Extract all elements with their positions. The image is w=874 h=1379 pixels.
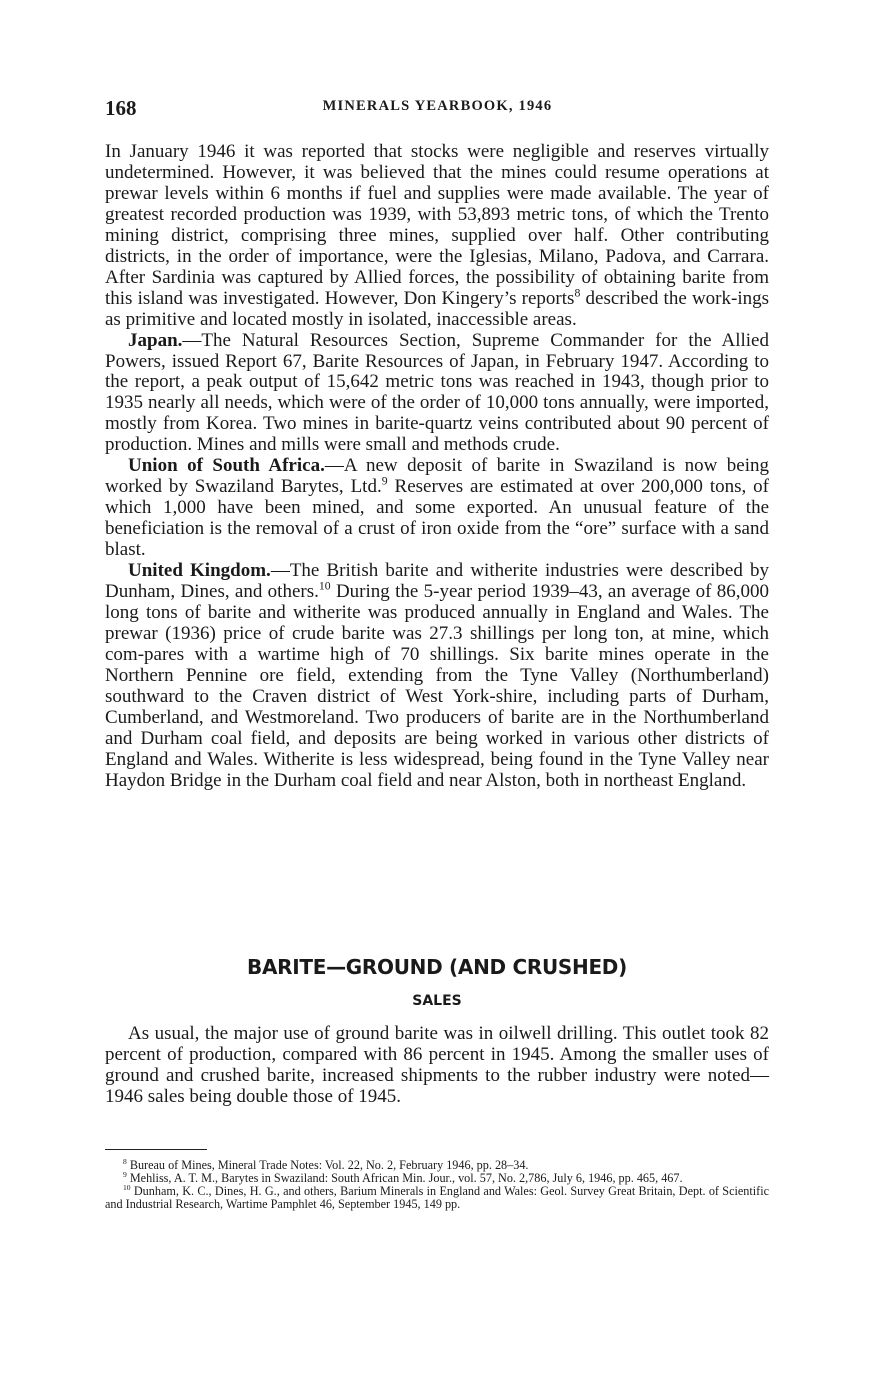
paragraph-text: —A new deposit of barite in Swaziland is now being worked by Swaziland Barytes, Ltd.: [105, 455, 769, 498]
footnotes: [105, 1156, 769, 1211]
page-number: 168: [105, 96, 137, 120]
footnote-text: Bureau of Mines, Mineral Trade Notes: Vol. 22, No. 2, February 1946, pp. 28–34.: [129, 1158, 529, 1172]
paragraph-south-africa: [105, 456, 769, 561]
paragraph-text: Reserves are estimated at over 200,000 tons, of which 1,000 have been mined, and some exported. An unusual feature of the beneficiation is the removal of a crust of iron oxide from the “ore” surface with a sand blast.: [105, 476, 769, 561]
section-heading: BARITE—GROUND (AND CRUSHED): [247, 955, 627, 979]
body-text: [105, 142, 769, 792]
running-title: MINERALS YEARBOOK, 1946: [322, 98, 553, 114]
paragraph-text: —The Natural Resources Section, Supreme Commander for the Allied Powers, issued Report 67, Barite Resources of Japan, in February 1947. According to the report, a peak output of 15,642 metric tons was reached in 1943, though prior to 1935 nearly all needs, which were of the order of 10,000 tons annually, were imported, mostly from Korea. Two mines in barite-quartz veins contributed about 90 percent of production. Mines and mills were small and methods crude.: [105, 329, 769, 456]
paragraph-lead: Union of South Africa.: [128, 455, 325, 477]
paragraph-japan: [105, 331, 769, 457]
paragraph-text: described the work-ings as primitive and located mostly in isolated, inaccessible areas.: [105, 287, 770, 330]
footnote-mark: 8: [123, 1156, 127, 1166]
footnote-mark: 9: [123, 1169, 127, 1179]
paragraph-text: In January 1946 it was reported that stocks were negligible and reserves virtually undetermined. However, it was believed that the mines could resume operations at prewar levels within 6 months if fuel and supplies were made available. The year of greatest recorded production was 1939, with 53,893 metric tons, of which the Trento mining district, comprising three mines, supplied over half. Other contributing districts, in the order of importance, were the Iglesias, Milano, Padova, and Carrara. After Sardinia was captured by Allied forces, the possibility of obtaining barite from this island was investigated. However, Don Kingery’s reports: [105, 141, 769, 309]
footnote-ref: 8: [574, 286, 581, 300]
footnote-ref: 10: [318, 579, 331, 593]
footnote: [105, 1182, 769, 1211]
paragraph-text: —The British barite and witherite industries were described by Dunham, Dines, and others.: [105, 560, 769, 603]
footnote-mark: 10: [123, 1182, 131, 1192]
footnote-divider: [105, 1149, 207, 1150]
footnote-text: Mehliss, A. T. M., Barytes in Swaziland: South African Min. Jour., vol. 57, No. 2,786, July 6, 1946, pp. 465, 467.: [129, 1171, 683, 1185]
footnote-text: Dunham, K. C., Dines, H. G., and others, Barium Minerals in England and Wales: Geol. Survey Great Britain, Dept. of Scientific and Industrial Research, Wartime Pamphlet 46, September 1945, 149 pp.: [105, 1184, 769, 1211]
paragraph-italy-continued: [105, 142, 769, 331]
sales-text: [105, 1024, 769, 1108]
paragraph-text: During the 5-year period 1939–43, an average of 86,000 long tons of barite and witherite was produced annually in England and Wales. The prewar (1936) price of crude barite was 27.3 shillings per long ton, at mine, which com-pares with a wartime high of 70 shillings. Six barite mines operate in the Northern Pennine ore field, extending from the Tyne Valley (Northumberland) southward to the Craven district of West York-shire, including parts of Durham, Cumberland, and Westmoreland. Two producers of barite are in the Northumberland and Durham coal field, and deposits are being worked in various other districts of England and Wales. Witherite is less widespread, being found in the Tyne Valley near Haydon Bridge in the Durham coal field and near Alston, both in northeast England.: [105, 581, 769, 791]
running-head: [105, 96, 770, 120]
footnote-ref: 9: [381, 474, 388, 488]
paragraph-lead: Japan.: [128, 329, 183, 351]
paragraph-lead: United Kingdom.: [128, 560, 271, 582]
section-subheading: SALES: [412, 993, 462, 1009]
paragraph-united-kingdom: [105, 561, 769, 791]
paragraph-sales: As usual, the major use of ground barite was in oilwell drilling. This outlet took 82 percent of production, compared with 86 percent in 1945. Among the smaller uses of ground and crushed barite, increased shipments to the rubber industry were noted—1946 sales being double those of 1945.: [105, 1023, 769, 1107]
